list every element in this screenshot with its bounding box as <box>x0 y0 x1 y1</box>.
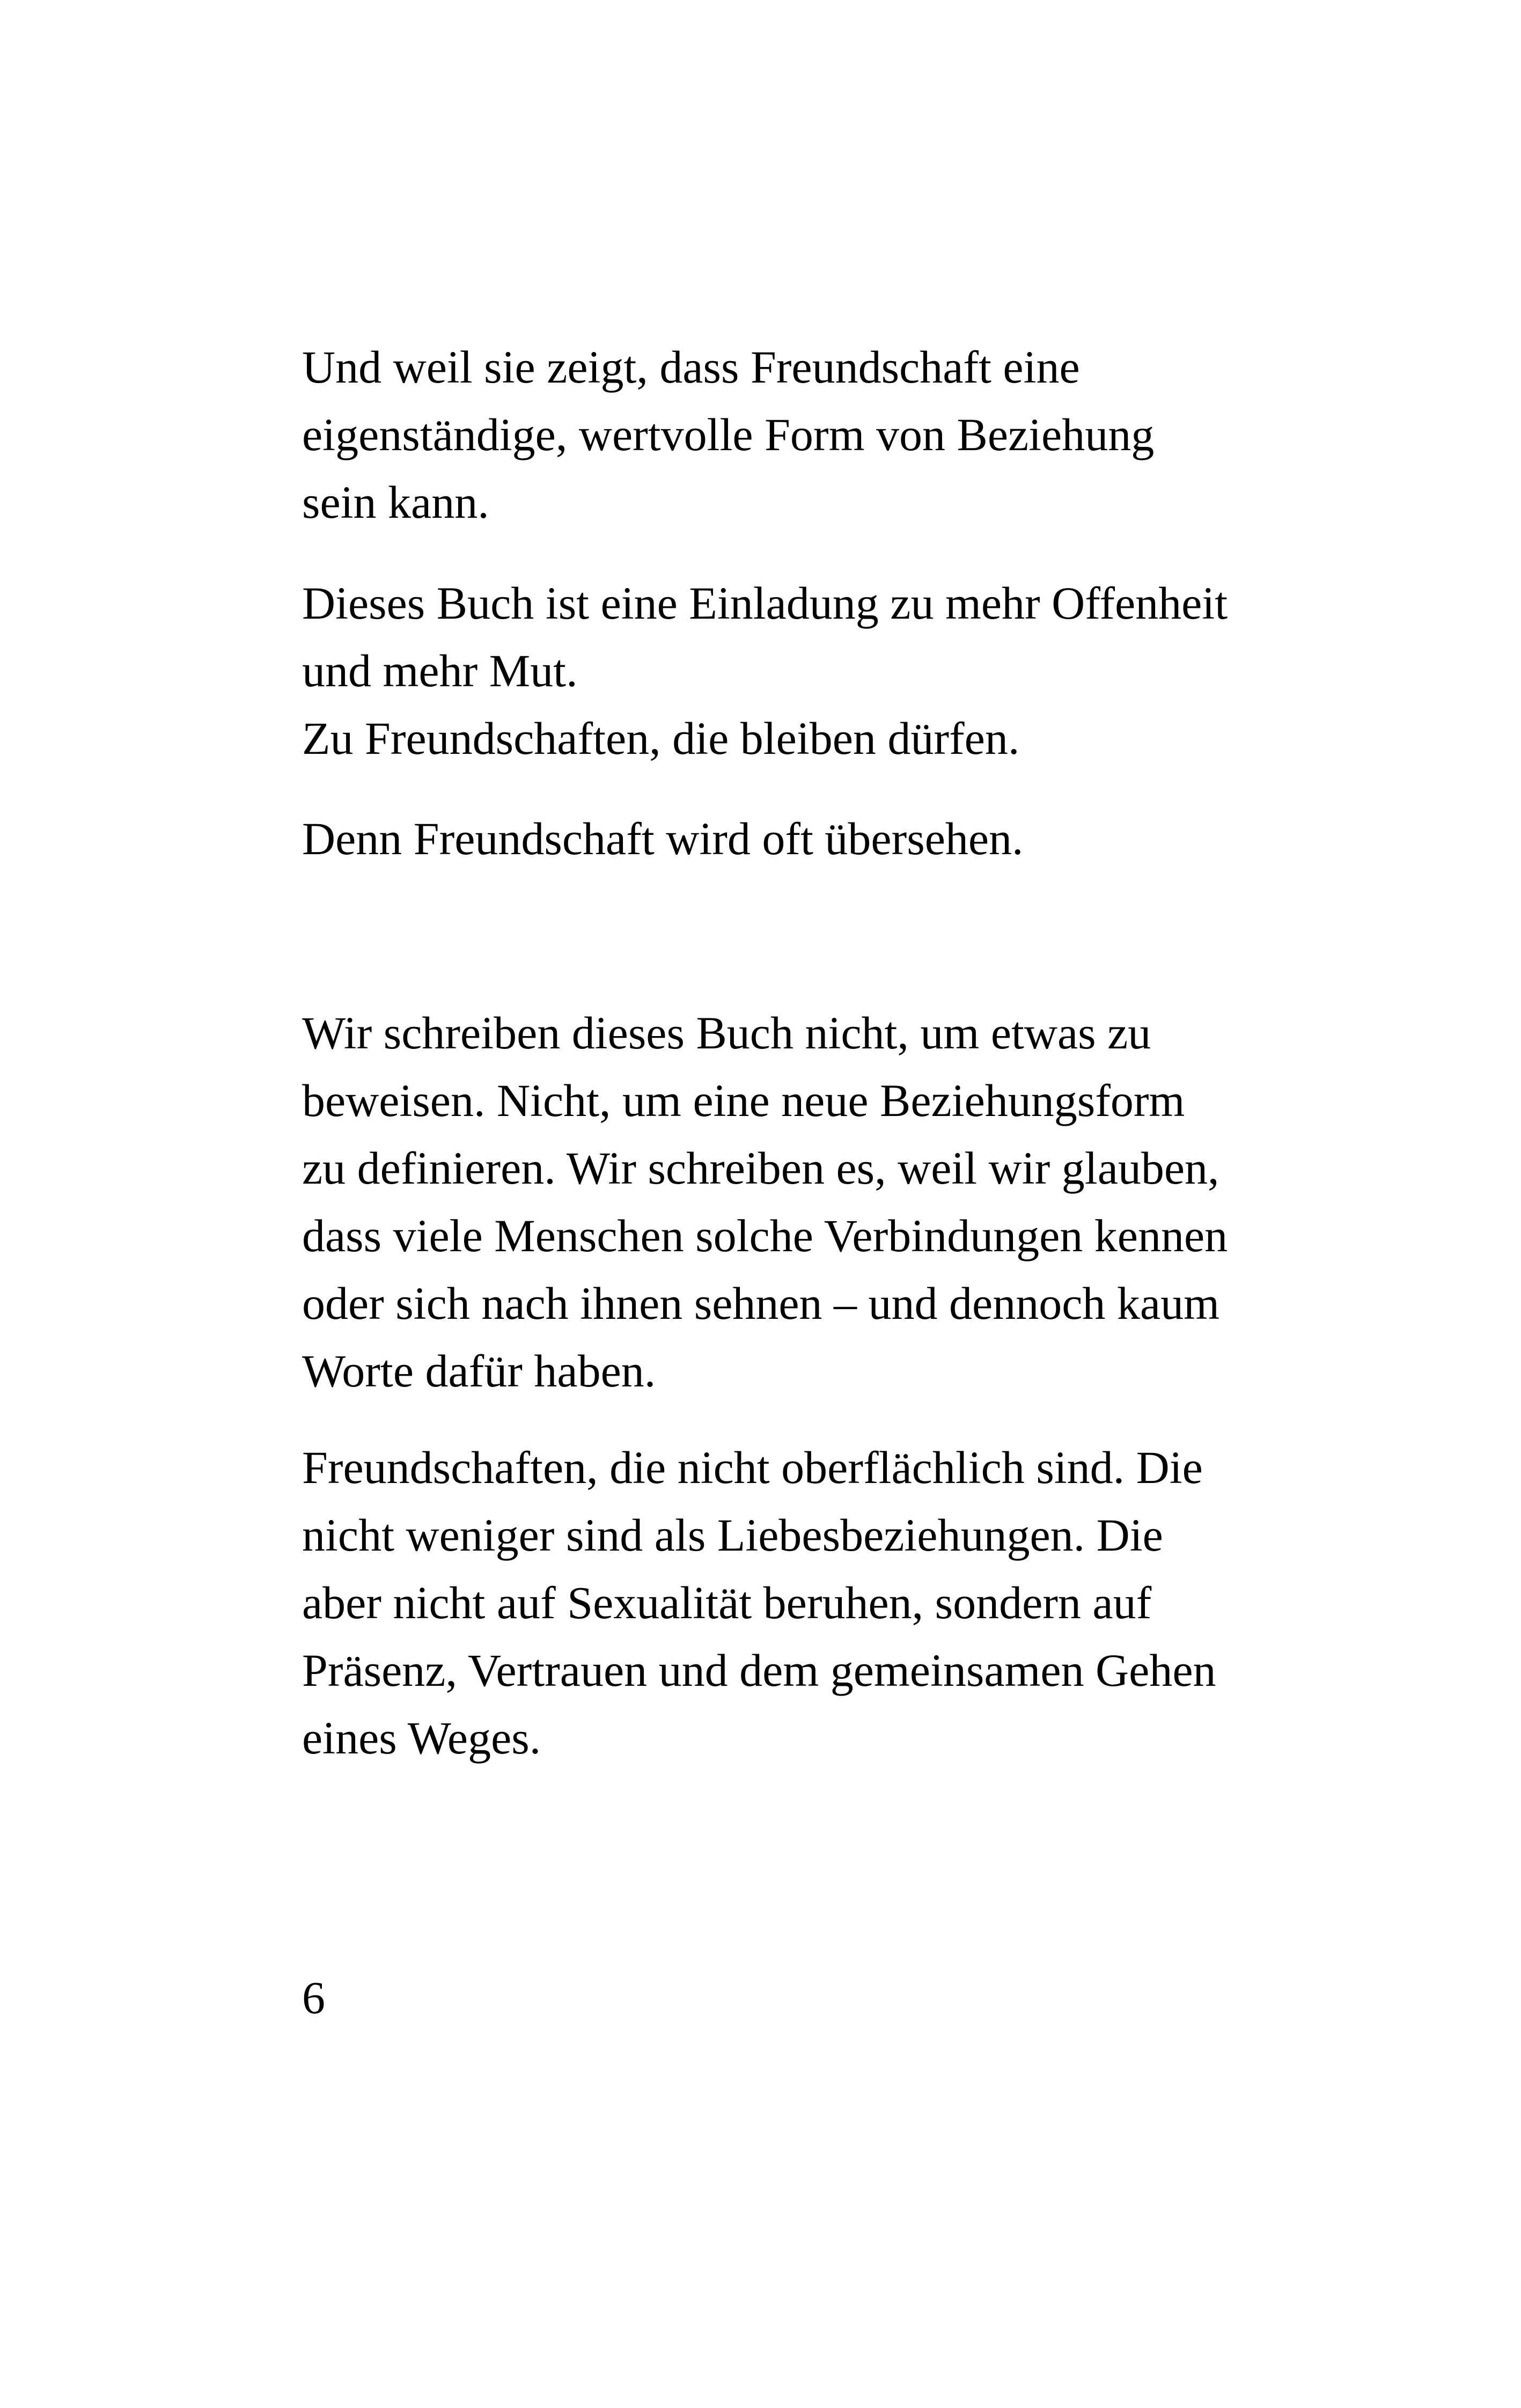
paragraph-line: aber nicht auf Sexualität beruhen, sondern auf <box>302 1577 1152 1628</box>
paragraph-line: zu definieren. Wir schreiben es, weil wir glauben, <box>302 1142 1219 1194</box>
paragraph-line: Und weil sie zeigt, dass Freundschaft eine <box>302 341 1080 393</box>
paragraph-line: nicht weniger sind als Liebesbeziehungen. Die <box>302 1509 1163 1561</box>
paragraph-5 <box>302 1434 1321 1772</box>
paragraph-line: sein kann. <box>302 476 489 528</box>
paragraph-line: Freundschaften, die nicht oberflächlich sind. Die <box>302 1442 1203 1493</box>
paragraph-line: Zu Freundschaften, die bleiben dürfen. <box>302 713 1020 764</box>
paragraph-line: Dieses Buch ist eine Einladung zu mehr Offenheit <box>302 577 1228 629</box>
paragraph-line: Denn Freundschaft wird oft übersehen. <box>302 813 1024 864</box>
page-number: 6 <box>302 1972 325 2023</box>
paragraph-line: Worte dafür haben. <box>302 1345 656 1397</box>
paragraph-3 <box>302 805 1321 872</box>
paragraph-line: Wir schreiben dieses Buch nicht, um etwas zu <box>302 1007 1151 1059</box>
paragraph-line: eines Weges. <box>302 1712 541 1764</box>
paragraph-1 <box>302 333 1321 536</box>
paragraph-2 <box>302 569 1321 772</box>
paragraph-line: dass viele Menschen solche Verbindungen kennen <box>302 1210 1228 1261</box>
paragraph-line: beweisen. Nicht, um eine neue Beziehungsform <box>302 1075 1185 1126</box>
paragraph-line: Präsenz, Vertrauen und dem gemeinsamen Gehen <box>302 1645 1216 1696</box>
paragraph-line: eigenständige, wertvolle Form von Beziehung <box>302 409 1155 460</box>
paragraph-line: und mehr Mut. <box>302 645 578 696</box>
paragraph-line: oder sich nach ihnen sehnen – und dennoch kaum <box>302 1278 1219 1329</box>
paragraph-4 <box>302 999 1321 1405</box>
